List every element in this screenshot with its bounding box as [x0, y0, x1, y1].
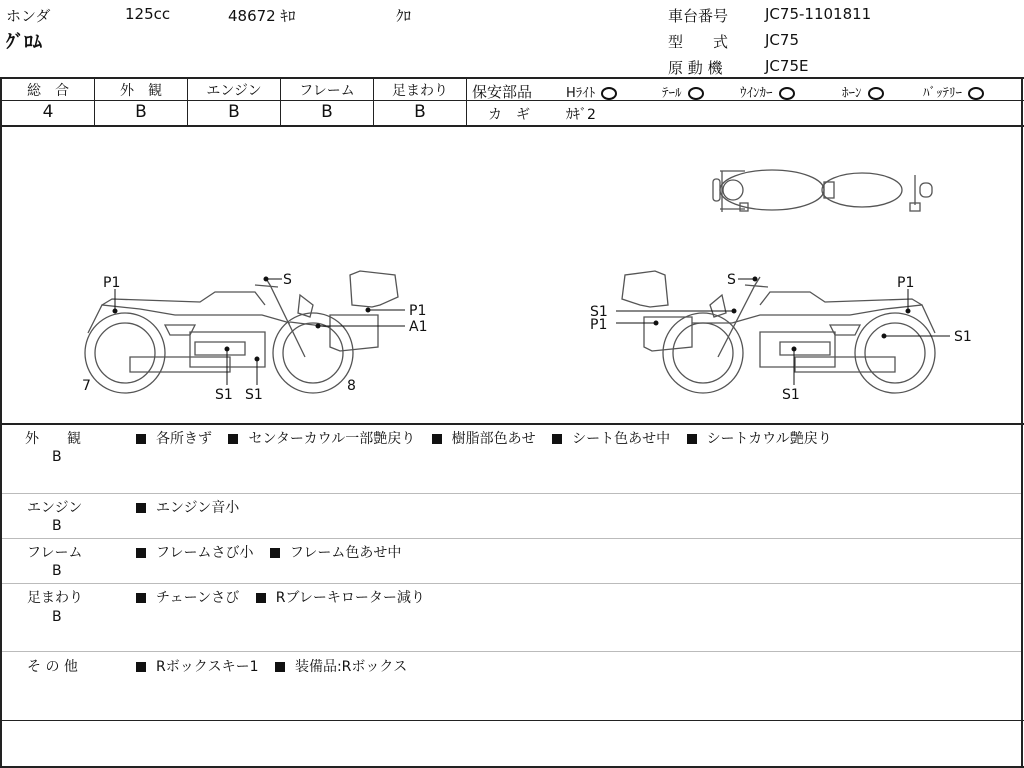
- grade-label-frame: フレーム: [299, 83, 355, 99]
- section-grade-suspension: B: [52, 609, 62, 625]
- frame-no-label: 車台番号: [668, 7, 729, 25]
- bullet-icon: [256, 593, 266, 603]
- key-value: ｶｷﾞ2: [566, 107, 596, 123]
- note-item: Rボックスキー1: [136, 659, 259, 675]
- damage-label: S1: [245, 387, 263, 403]
- note-item: シートカウル艶戻り: [687, 431, 832, 447]
- safety-title: 保安部品: [472, 83, 533, 101]
- grade-label-overall: 総 合: [27, 83, 69, 99]
- note-item: チェーンさび: [136, 590, 239, 606]
- type-label: 型 式: [668, 33, 729, 51]
- bullet-icon: [228, 434, 238, 444]
- safety-item-label: ﾎｰﾝ: [842, 86, 862, 101]
- damage-label: S1: [590, 304, 608, 320]
- safety-item-tail: [662, 82, 704, 101]
- section-title-engine: エンジン: [27, 500, 83, 516]
- section-items-exterior: [136, 428, 844, 448]
- safety-item-label: Hﾗｲﾄ: [566, 86, 596, 101]
- note-item: Rブレーキローター減り: [256, 590, 425, 606]
- engine-value: JC75E: [765, 57, 809, 75]
- damage-label: S1: [954, 329, 972, 345]
- left-side-bike-icon: [85, 271, 398, 393]
- section-grade-engine: B: [52, 518, 62, 534]
- ok-mark-icon: [779, 87, 795, 100]
- type-value: JC75: [765, 31, 799, 49]
- ok-mark-icon: [601, 87, 617, 100]
- bullet-icon: [275, 662, 285, 672]
- damage-label: P1: [590, 317, 608, 333]
- safety-item-horn: [842, 82, 884, 101]
- bullet-icon: [687, 434, 697, 444]
- damage-diagram: [0, 127, 1024, 423]
- section-title-exterior: 外 観: [25, 431, 81, 447]
- divider: [2, 538, 1021, 539]
- note-item: 装備品:Rボックス: [275, 659, 407, 675]
- section-items-frame: [136, 542, 413, 562]
- frame-no: JC75-1101811: [765, 5, 872, 23]
- divider: [0, 720, 1024, 721]
- ok-mark-icon: [868, 87, 884, 100]
- divider: [0, 423, 1024, 425]
- section-items-other: [136, 656, 419, 676]
- note-item: フレーム色あせ中: [270, 545, 401, 561]
- damage-label: S: [727, 272, 736, 288]
- bullet-icon: [270, 548, 280, 558]
- color: ｸﾛ: [396, 7, 412, 25]
- note-item: エンジン音小: [136, 500, 239, 516]
- grade-value-engine: B: [228, 102, 240, 122]
- safety-item-label: ｳｲﾝｶｰ: [740, 86, 773, 101]
- divider: [2, 493, 1021, 494]
- ok-mark-icon: [968, 87, 984, 100]
- section-items-suspension: [136, 587, 437, 607]
- safety-item-label: ﾃｰﾙ: [662, 86, 682, 101]
- safety-item-headlight: [566, 82, 617, 101]
- divider: [466, 77, 467, 126]
- grade-value-overall: 4: [42, 102, 54, 122]
- damage-label: P1: [409, 303, 427, 319]
- damage-label: 8: [347, 378, 356, 394]
- note-item: 樹脂部色あせ: [432, 431, 536, 447]
- section-grade-exterior: B: [52, 449, 62, 465]
- note-item: 各所きず: [136, 431, 212, 447]
- damage-label: A1: [409, 319, 428, 335]
- divider: [2, 583, 1021, 584]
- bullet-icon: [432, 434, 442, 444]
- divider: [2, 651, 1021, 652]
- right-side-bike-icon: [622, 271, 935, 393]
- mileage: 48672 ｷﾛ: [228, 7, 296, 25]
- bullet-icon: [552, 434, 562, 444]
- model-name: ｸﾞﾛﾑ: [6, 32, 42, 53]
- damage-label: 7: [82, 378, 91, 394]
- bullet-icon: [136, 503, 146, 513]
- section-items-engine: [136, 497, 251, 517]
- key-label: カ ギ: [488, 107, 530, 123]
- damage-label: S1: [215, 387, 233, 403]
- grade-value-suspension: B: [414, 102, 426, 122]
- note-item: シート色あせ中: [552, 431, 670, 447]
- damage-label: P1: [897, 275, 915, 291]
- section-grade-frame: B: [52, 563, 62, 579]
- section-title-other: そ の 他: [27, 659, 78, 675]
- grade-value-exterior: B: [135, 102, 147, 122]
- top-view-bike-icon: [713, 170, 932, 212]
- grade-label-engine: エンジン: [206, 83, 262, 99]
- engine-label: 原 動 機: [668, 59, 723, 77]
- ok-mark-icon: [688, 87, 704, 100]
- grade-label-suspension: 足まわり: [392, 83, 448, 99]
- section-title-suspension: 足まわり: [27, 590, 83, 606]
- safety-item-label: ﾊﾞｯﾃﾘｰ: [923, 86, 962, 101]
- safety-item-winker: [740, 82, 795, 101]
- grade-label-exterior: 外 観: [120, 83, 162, 99]
- note-item: フレームさび小: [136, 545, 253, 561]
- damage-label: P1: [103, 275, 121, 291]
- section-title-frame: フレーム: [27, 545, 83, 561]
- bullet-icon: [136, 548, 146, 558]
- bullet-icon: [136, 593, 146, 603]
- bullet-icon: [136, 434, 146, 444]
- divider: [0, 77, 1024, 79]
- damage-label: S1: [782, 387, 800, 403]
- displacement: 125cc: [125, 5, 171, 23]
- note-item: センターカウル一部艶戻り: [228, 431, 415, 447]
- damage-label: S: [283, 272, 292, 288]
- bullet-icon: [136, 662, 146, 672]
- maker: ホンダ: [6, 7, 51, 25]
- grade-value-frame: B: [321, 102, 333, 122]
- safety-item-battery: [923, 82, 984, 101]
